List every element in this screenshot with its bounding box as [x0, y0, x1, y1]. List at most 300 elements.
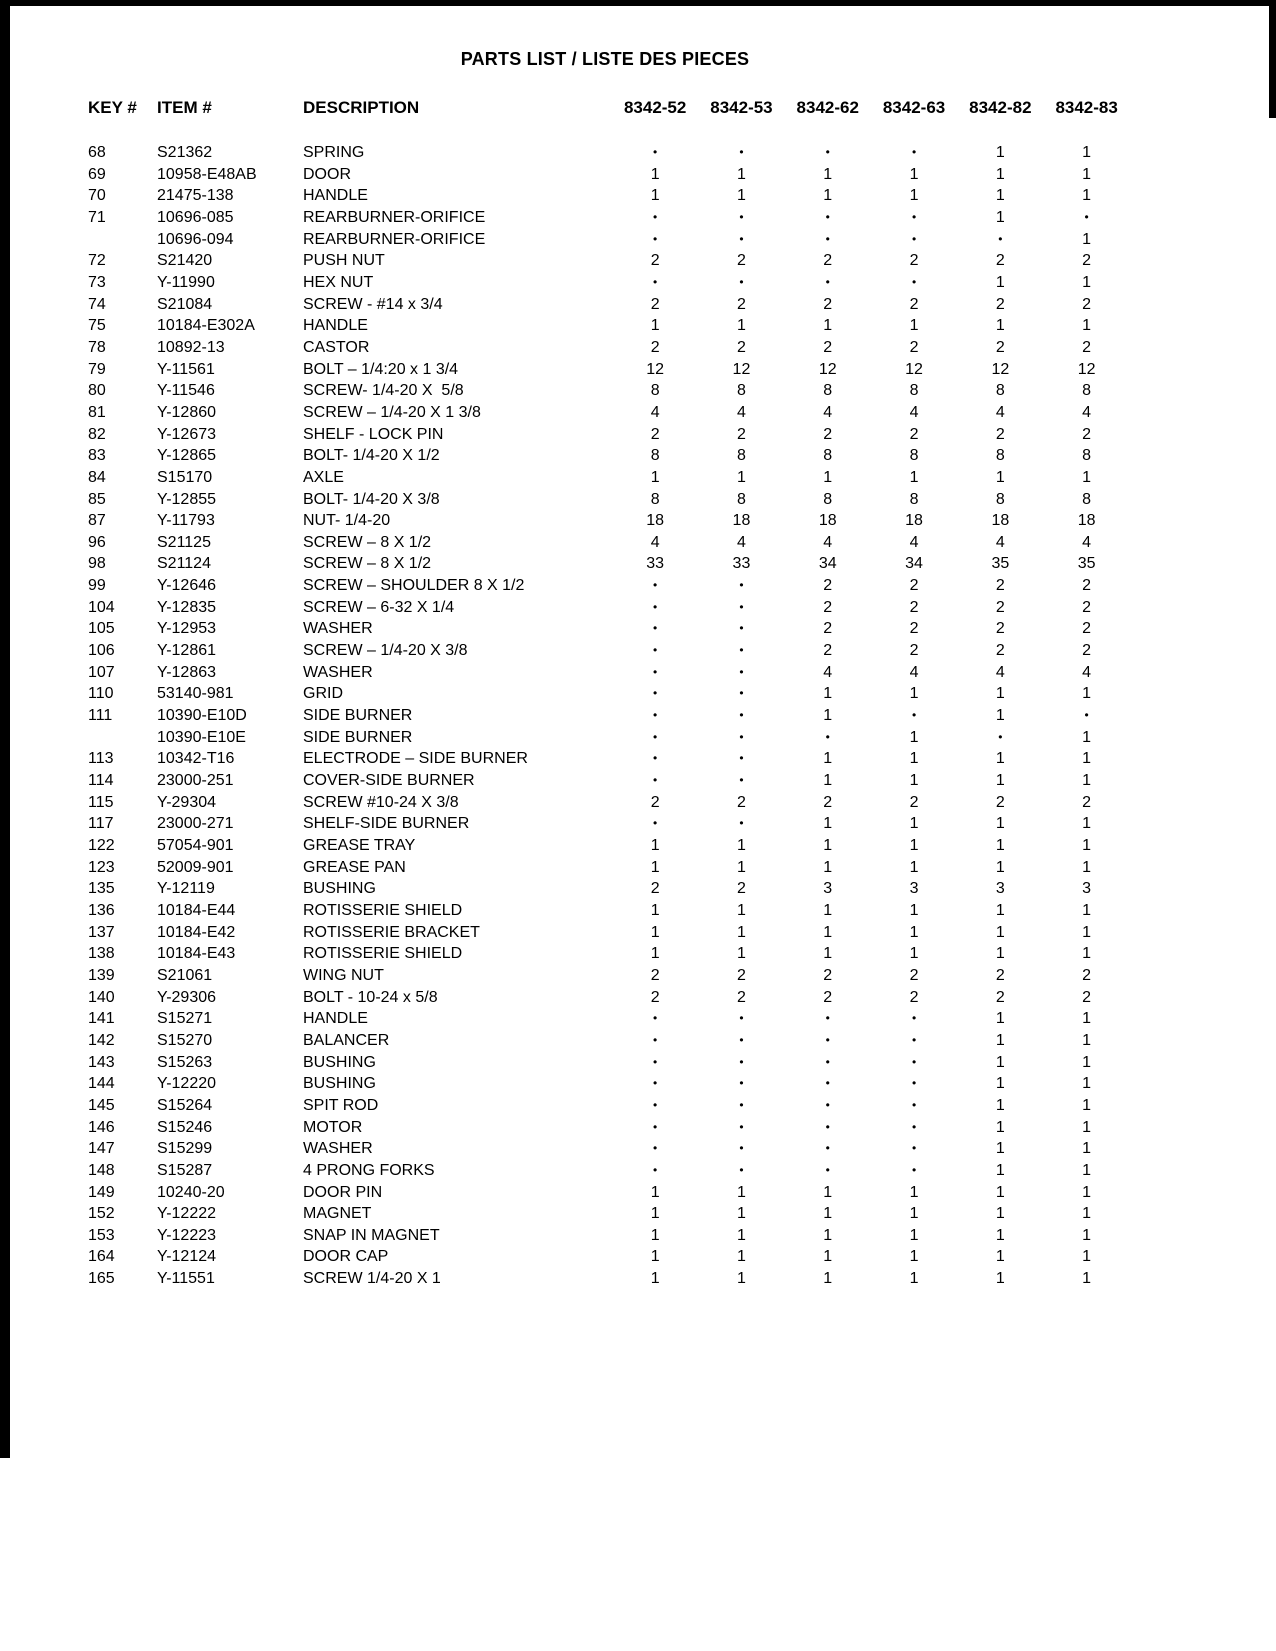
qty-cell: 2: [736, 880, 746, 898]
qty-cell: 4: [823, 663, 833, 681]
qty-cell: 1: [650, 858, 660, 876]
qty-cell: •: [739, 751, 744, 766]
qty-cell: 1: [995, 1053, 1005, 1071]
key-cell: 78: [88, 338, 106, 356]
item-cell: S15299: [157, 1140, 213, 1158]
qty-cell: •: [653, 209, 658, 224]
qty-cell: 1: [1082, 1053, 1092, 1071]
qty-cell: 2: [823, 793, 833, 811]
qty-cell: 2: [736, 252, 746, 270]
table-row: [0, 835, 1276, 857]
qty-cell: 1: [995, 468, 1005, 486]
description-cell: MOTOR: [303, 1118, 363, 1136]
qty-cell: 1: [650, 1183, 660, 1201]
item-cell: S15270: [157, 1031, 213, 1049]
qty-cell: 1: [995, 317, 1005, 335]
qty-cell: 1: [995, 858, 1005, 876]
item-cell: 10958-E48AB: [157, 165, 257, 183]
qty-cell: •: [825, 1054, 830, 1069]
description-cell: NUT- 1/4-20: [303, 512, 391, 530]
qty-cell: 1: [1082, 1183, 1092, 1201]
description-cell: HEX NUT: [303, 273, 374, 291]
qty-cell: 1: [823, 1183, 833, 1201]
description-cell: SCREW – SHOULDER 8 X 1/2: [303, 577, 525, 595]
qty-cell: •: [653, 621, 658, 636]
qty-cell: 4: [823, 533, 833, 551]
description-cell: SPIT ROD: [303, 1096, 379, 1114]
qty-cell: 2: [823, 642, 833, 660]
qty-cell: 2: [995, 252, 1005, 270]
qty-cell: 12: [818, 360, 837, 378]
description-cell: AXLE: [303, 468, 344, 486]
qty-cell: 1: [995, 1270, 1005, 1288]
qty-cell: 1: [995, 837, 1005, 854]
qty-cell: 2: [1082, 642, 1092, 660]
qty-cell: •: [653, 686, 658, 701]
qty-cell: 8: [823, 447, 833, 465]
qty-cell: •: [739, 274, 744, 289]
table-row: [0, 922, 1276, 944]
qty-cell: 2: [736, 425, 746, 443]
table-row: [0, 878, 1276, 900]
qty-cell: 1: [1082, 772, 1092, 790]
qty-cell: 1: [650, 923, 660, 941]
description-cell: SIDE BURNER: [303, 707, 413, 725]
table-row: [0, 1117, 1276, 1139]
qty-cell: 1: [995, 144, 1005, 161]
table-row: [0, 965, 1276, 987]
item-cell: 10342-T16: [157, 750, 235, 768]
key-cell: 73: [88, 273, 106, 291]
item-cell: Y-11793: [157, 512, 215, 530]
table-row: [0, 1182, 1276, 1204]
qty-cell: 1: [650, 837, 660, 854]
qty-cell: 35: [1077, 555, 1096, 573]
qty-cell: 12: [732, 360, 751, 378]
qty-cell: 8: [736, 447, 746, 465]
key-cell: 84: [88, 468, 106, 486]
qty-cell: 1: [909, 187, 919, 205]
qty-cell: 1: [909, 772, 919, 790]
qty-cell: 1: [995, 1183, 1005, 1201]
item-cell: Y-12865: [157, 447, 217, 465]
qty-cell: •: [1084, 708, 1089, 723]
key-cell: [88, 727, 157, 749]
qty-cell: •: [825, 1097, 830, 1112]
qty-cell: •: [739, 1032, 744, 1047]
qty-cell: •: [911, 1011, 917, 1026]
key-cell: 117: [88, 815, 114, 833]
qty-cell: 1: [909, 901, 919, 919]
qty-cell: •: [653, 145, 658, 159]
table-row: [0, 792, 1276, 814]
qty-cell: 1: [995, 273, 1005, 291]
qty-cell: 1: [1082, 468, 1092, 486]
qty-cell: 1: [1082, 1248, 1092, 1266]
item-cell: 10240-20: [157, 1183, 225, 1201]
description-column-header: DESCRIPTION: [303, 98, 420, 117]
qty-cell: •: [911, 1119, 917, 1134]
qty-cell: 1: [1082, 187, 1092, 205]
qty-cell: 18: [991, 512, 1010, 530]
qty-cell: •: [825, 1032, 830, 1047]
qty-cell: 8: [995, 382, 1005, 400]
item-cell: 21475-138: [157, 187, 234, 205]
table-row: [0, 402, 1276, 424]
item-cell: Y-12863: [157, 663, 217, 681]
description-cell: SCREW – 1/4-20 X 1 3/8: [303, 403, 481, 421]
qty-cell: 1: [823, 1270, 833, 1288]
key-cell: 107: [88, 663, 115, 681]
qty-cell: 12: [905, 360, 923, 378]
item-cell: Y-11546: [157, 382, 215, 400]
model-column-header: 8342-52: [623, 98, 687, 117]
description-cell: 4 PRONG FORKS: [303, 1161, 435, 1179]
qty-cell: 8: [909, 447, 919, 465]
table-row: [0, 185, 1276, 207]
table-row: [0, 748, 1276, 770]
key-cell: 136: [88, 901, 115, 919]
description-cell: SCREW – 1/4-20 X 3/8: [303, 642, 468, 660]
qty-cell: •: [739, 686, 744, 701]
table-row: [0, 250, 1276, 272]
qty-cell: 2: [823, 338, 833, 356]
qty-cell: 1: [736, 187, 746, 205]
qty-cell: 4: [909, 663, 919, 681]
qty-cell: 1: [1082, 945, 1092, 963]
description-cell: ROTISSERIE SHIELD: [303, 945, 463, 963]
description-cell: WING NUT: [303, 966, 384, 984]
qty-cell: 1: [650, 1248, 660, 1266]
qty-cell: 2: [995, 642, 1005, 660]
key-cell: 110: [88, 685, 114, 703]
table-row: [0, 380, 1276, 402]
item-cell: 23000-251: [157, 772, 234, 790]
qty-cell: 1: [736, 165, 746, 183]
qty-cell: 2: [1082, 620, 1092, 638]
table-row: [0, 294, 1276, 316]
key-cell: 87: [88, 512, 106, 530]
qty-cell: •: [653, 729, 658, 744]
key-cell: 147: [88, 1140, 115, 1158]
item-cell: 10696-094: [157, 230, 234, 248]
qty-cell: •: [653, 664, 658, 679]
item-cell: Y-12861: [157, 642, 217, 660]
qty-cell: 1: [650, 468, 660, 486]
qty-cell: •: [739, 1097, 744, 1112]
item-cell: 10390-E10E: [157, 728, 246, 746]
qty-cell: 18: [818, 512, 837, 530]
table-row: [0, 1008, 1276, 1030]
description-cell: SHELF - LOCK PIN: [303, 425, 444, 443]
table-row: [0, 727, 1276, 749]
item-cell: S21420: [157, 252, 213, 270]
item-cell: 53140-981: [157, 685, 234, 703]
qty-cell: 1: [909, 923, 919, 941]
table-row: [0, 1095, 1276, 1117]
description-cell: SNAP IN MAGNET: [303, 1226, 440, 1244]
qty-cell: 1: [823, 187, 833, 205]
qty-cell: 1: [1082, 837, 1092, 854]
qty-cell: •: [739, 599, 744, 614]
qty-cell: 2: [909, 577, 919, 595]
item-cell: 10696-085: [157, 208, 234, 226]
table-body: [0, 142, 1276, 1290]
item-cell: S21084: [157, 295, 213, 313]
item-cell: Y-29304: [157, 793, 217, 811]
table-row: [0, 207, 1276, 229]
qty-cell: 18: [905, 512, 923, 530]
qty-cell: 1: [1082, 815, 1092, 833]
qty-cell: 1: [1082, 1140, 1092, 1158]
qty-cell: 1: [909, 1183, 919, 1201]
qty-cell: 18: [646, 512, 665, 530]
qty-cell: 1: [1082, 858, 1092, 876]
qty-cell: •: [825, 145, 830, 159]
qty-cell: 2: [823, 252, 833, 270]
qty-cell: •: [739, 1011, 744, 1026]
qty-cell: 1: [736, 945, 746, 963]
qty-cell: 1: [995, 901, 1005, 919]
qty-cell: 1: [736, 901, 746, 919]
item-cell: S15263: [157, 1053, 213, 1071]
qty-cell: •: [653, 274, 658, 289]
description-cell: GREASE TRAY: [303, 837, 416, 854]
description-cell: SCREW – 6-32 X 1/4: [303, 598, 455, 616]
qty-cell: 2: [909, 620, 919, 638]
description-cell: DOOR: [303, 165, 351, 183]
item-cell: S21124: [157, 555, 211, 573]
key-cell: 69: [88, 165, 106, 183]
qty-cell: 1: [736, 1270, 746, 1288]
qty-cell: •: [825, 231, 830, 246]
qty-cell: 2: [650, 338, 660, 356]
table-header-row: [0, 97, 1276, 119]
key-cell: 152: [88, 1205, 115, 1223]
table-row: [0, 575, 1276, 597]
qty-cell: 1: [909, 815, 919, 833]
key-cell: 111: [88, 707, 113, 725]
description-cell: SPRING: [303, 144, 365, 161]
qty-cell: •: [653, 643, 658, 658]
qty-cell: •: [653, 1011, 658, 1026]
table-row: [0, 1030, 1276, 1052]
qty-cell: •: [911, 1032, 917, 1047]
qty-cell: 35: [991, 555, 1010, 573]
qty-cell: 4: [736, 403, 746, 421]
item-cell: S15271: [157, 1010, 213, 1028]
qty-cell: 1: [1082, 1096, 1092, 1114]
qty-cell: 2: [823, 598, 833, 616]
qty-cell: 34: [905, 555, 923, 573]
key-cell: 142: [88, 1031, 115, 1049]
table-row: [0, 640, 1276, 662]
key-cell: 106: [88, 642, 115, 660]
item-cell: Y-12124: [157, 1248, 217, 1266]
qty-cell: 2: [823, 577, 833, 595]
description-cell: HANDLE: [303, 317, 368, 335]
table-row: [0, 1073, 1276, 1095]
qty-cell: •: [739, 1162, 744, 1177]
qty-cell: 1: [1082, 923, 1092, 941]
qty-cell: •: [825, 1162, 830, 1177]
qty-cell: 1: [823, 1205, 833, 1223]
qty-cell: 2: [995, 966, 1005, 984]
qty-cell: 1: [823, 165, 833, 183]
item-cell: Y-29306: [157, 988, 217, 1006]
key-cell: 138: [88, 945, 115, 963]
qty-cell: 4: [1082, 663, 1092, 681]
qty-cell: 1: [995, 165, 1005, 183]
qty-cell: 1: [909, 685, 919, 703]
qty-cell: 8: [995, 447, 1005, 465]
description-cell: ELECTRODE – SIDE BURNER: [303, 750, 528, 768]
table-row: [0, 315, 1276, 337]
key-cell: 153: [88, 1226, 115, 1244]
qty-cell: •: [825, 1119, 830, 1134]
qty-cell: •: [825, 274, 830, 289]
key-cell: 143: [88, 1053, 115, 1071]
qty-cell: •: [739, 643, 744, 658]
key-cell: 79: [88, 360, 106, 378]
qty-cell: 2: [995, 620, 1005, 638]
table-row: [0, 1052, 1276, 1074]
qty-cell: 1: [650, 317, 660, 335]
description-cell: MAGNET: [303, 1205, 372, 1223]
qty-cell: •: [739, 1119, 744, 1134]
table-row: [0, 1160, 1276, 1182]
table-row: [0, 597, 1276, 619]
qty-cell: 1: [909, 1205, 919, 1223]
item-cell: S15264: [157, 1096, 213, 1114]
qty-cell: 1: [1082, 317, 1092, 335]
qty-cell: •: [739, 1076, 744, 1091]
qty-cell: 1: [909, 1270, 919, 1288]
qty-cell: 2: [736, 988, 746, 1006]
qty-cell: •: [653, 231, 658, 246]
description-cell: ROTISSERIE BRACKET: [303, 923, 480, 941]
table-row: [0, 229, 1276, 251]
qty-cell: 1: [995, 923, 1005, 941]
key-cell: [88, 229, 157, 251]
qty-cell: 1: [823, 923, 833, 941]
qty-cell: 2: [736, 793, 746, 811]
qty-cell: •: [911, 1054, 917, 1069]
qty-cell: •: [653, 1076, 658, 1091]
qty-cell: 8: [995, 490, 1005, 508]
table-row: [0, 987, 1276, 1009]
qty-cell: 2: [909, 598, 919, 616]
qty-cell: 2: [909, 793, 919, 811]
qty-cell: 1: [1082, 1010, 1092, 1028]
table-row: [0, 1268, 1276, 1290]
qty-cell: •: [739, 773, 744, 788]
qty-cell: •: [653, 1054, 658, 1069]
key-cell: 135: [88, 880, 115, 898]
qty-cell: 2: [736, 295, 746, 313]
key-cell: 85: [88, 490, 106, 508]
qty-cell: 1: [1082, 728, 1092, 746]
qty-cell: 8: [1082, 447, 1092, 465]
qty-cell: 1: [1082, 685, 1092, 703]
table-row: [0, 1203, 1276, 1225]
qty-cell: •: [739, 145, 744, 159]
item-cell: 57054-901: [157, 837, 234, 854]
key-cell: 75: [88, 317, 106, 335]
qty-cell: 2: [995, 793, 1005, 811]
table-row: [0, 553, 1276, 575]
key-cell: 68: [88, 144, 106, 161]
qty-cell: •: [825, 1076, 830, 1091]
item-cell: S21362: [157, 144, 213, 161]
qty-cell: 2: [650, 966, 660, 984]
qty-cell: 2: [1082, 252, 1092, 270]
qty-cell: 4: [995, 403, 1005, 421]
qty-cell: 2: [650, 793, 660, 811]
qty-cell: 1: [650, 901, 660, 919]
qty-cell: 8: [1082, 490, 1092, 508]
qty-cell: 3: [823, 880, 833, 898]
model-column-header: 8342-62: [796, 98, 859, 117]
qty-cell: 2: [1082, 966, 1092, 984]
key-cell: 70: [88, 187, 106, 205]
description-cell: BALANCER: [303, 1031, 390, 1049]
qty-cell: •: [653, 1141, 658, 1156]
qty-cell: •: [825, 729, 830, 744]
qty-cell: 1: [1082, 273, 1092, 291]
qty-cell: 1: [995, 1118, 1005, 1136]
qty-cell: 4: [650, 533, 660, 551]
qty-cell: 1: [995, 707, 1005, 725]
qty-cell: 1: [736, 317, 746, 335]
key-cell: 105: [88, 620, 115, 638]
qty-cell: 2: [909, 252, 919, 270]
description-cell: DOOR CAP: [303, 1248, 389, 1266]
item-cell: Y-11551: [157, 1270, 215, 1288]
item-cell: Y-12835: [157, 598, 217, 616]
page-title: PARTS LIST / LISTE DES PIECES: [460, 49, 750, 69]
qty-cell: •: [911, 231, 917, 246]
item-column-header: ITEM #: [157, 98, 212, 117]
table-row: [0, 857, 1276, 879]
qty-cell: 1: [650, 187, 660, 205]
key-cell: 141: [88, 1010, 115, 1028]
qty-cell: 34: [818, 555, 837, 573]
qty-cell: 8: [736, 382, 746, 400]
qty-cell: 1: [995, 1096, 1005, 1114]
qty-cell: 2: [1082, 793, 1092, 811]
description-cell: HANDLE: [303, 187, 368, 205]
qty-cell: 1: [823, 1248, 833, 1266]
qty-cell: 1: [909, 165, 919, 183]
qty-cell: 1: [995, 1161, 1005, 1179]
qty-cell: 1: [995, 1205, 1005, 1223]
qty-cell: 1: [736, 1205, 746, 1223]
qty-cell: •: [825, 1011, 830, 1026]
qty-cell: 2: [736, 338, 746, 356]
qty-cell: 1: [909, 945, 919, 963]
qty-cell: 1: [909, 317, 919, 335]
model-column-header: 8342-63: [882, 98, 946, 117]
qty-cell: 4: [650, 403, 660, 421]
table-row: [0, 705, 1276, 727]
item-cell: 10184-E44: [157, 901, 236, 919]
qty-cell: 2: [823, 988, 833, 1006]
qty-cell: 4: [909, 403, 919, 421]
table-row: [0, 337, 1276, 359]
qty-cell: 2: [995, 425, 1005, 443]
key-cell: 114: [88, 772, 114, 790]
